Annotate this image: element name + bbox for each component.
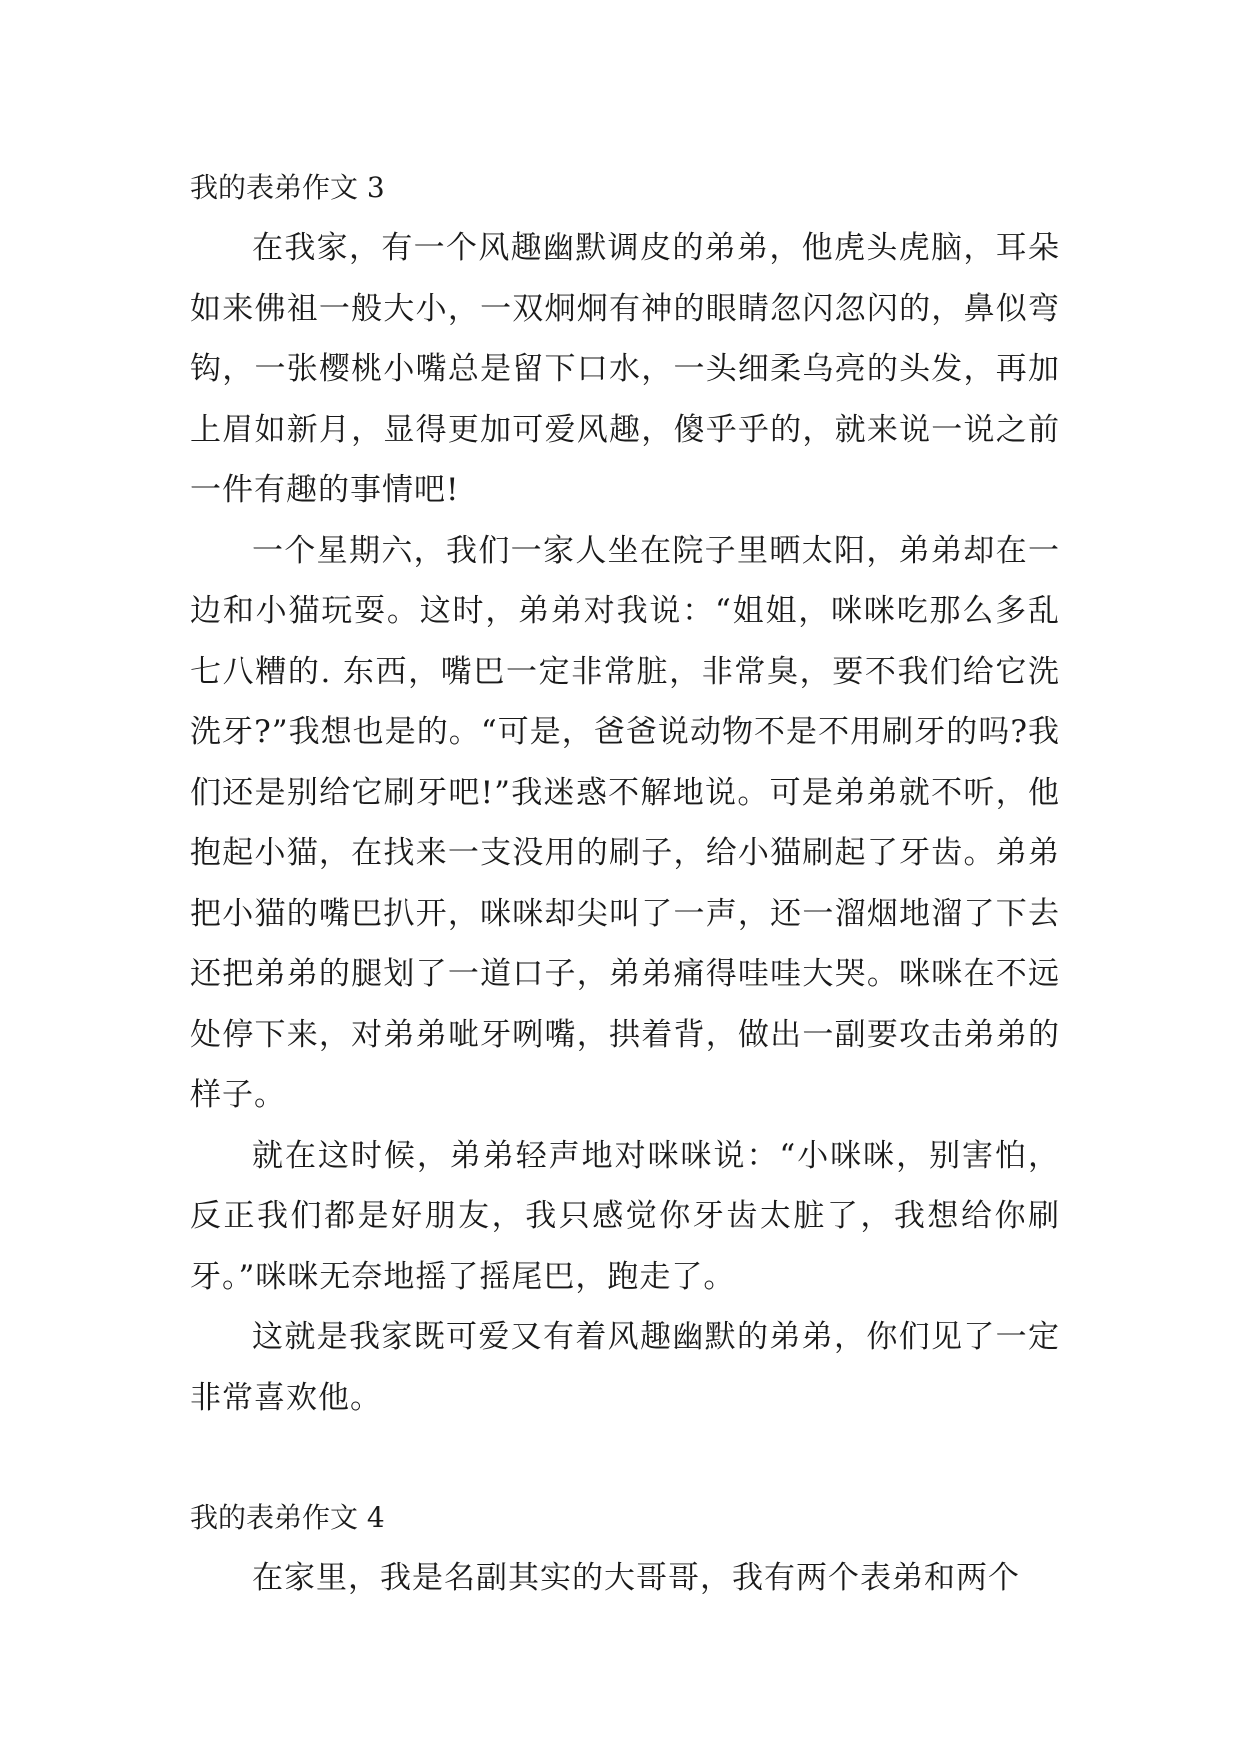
essay-paragraph: 就在这时候，弟弟轻声地对咪咪说：“小咪咪，别害怕，反正我们都是好朋友，我只感觉你牙齿太脏了，我想给你刷牙。”咪咪无奈地摇了摇尾巴，跑走了。	[190, 1137, 1060, 1295]
essay-section-3	[190, 158, 1060, 1428]
section-spacer	[190, 1428, 1060, 1488]
essay-section-4	[190, 1488, 1060, 1609]
essay-title: 我的表弟作文 4	[190, 1501, 385, 1534]
document-body	[190, 158, 1060, 1609]
essay-title: 我的表弟作文 3	[190, 171, 385, 204]
essay-paragraph: 这就是我家既可爱又有着风趣幽默的弟弟，你们见了一定非常喜欢他。	[190, 1319, 1060, 1416]
essay-paragraph: 在家里，我是名副其实的大哥哥，我有两个表弟和两个	[252, 1560, 1020, 1596]
essay-paragraph: 一个星期六，我们一家人坐在院子里晒太阳，弟弟却在一边和小猫玩耍。这时，弟弟对我说：“姐姐，咪咪吃那么多乱七八糟的. 东西，嘴巴一定非常脏，非常臭，要不我们给它洗洗牙?”我想也是的。“可是，爸爸说动物不是不用刷牙的吗?我们还是别给它刷牙吧!”我迷惑不解地说。可是弟弟就不听，他抱起小猫，在找来一支没用的刷子，给小猫刷起了牙齿。弟弟把小猫的嘴巴扒开，咪咪却尖叫了一声，还一溜烟地溜了下去还把弟弟的腿划了一道口子，弟弟痛得哇哇大哭。咪咪在不远处停下来，对弟弟呲牙咧嘴，拱着背，做出一副要攻击弟弟的样子。	[190, 532, 1060, 1113]
essay-paragraph: 在我家，有一个风趣幽默调皮的弟弟，他虎头虎脑，耳朵如来佛祖一般大小，一双炯炯有神的眼睛忽闪忽闪的，鼻似弯钩，一张樱桃小嘴总是留下口水，一头细柔乌亮的头发，再加上眉如新月，显得更加可爱风趣，傻乎乎的，就来说一说之前一件有趣的事情吧!	[190, 230, 1060, 508]
